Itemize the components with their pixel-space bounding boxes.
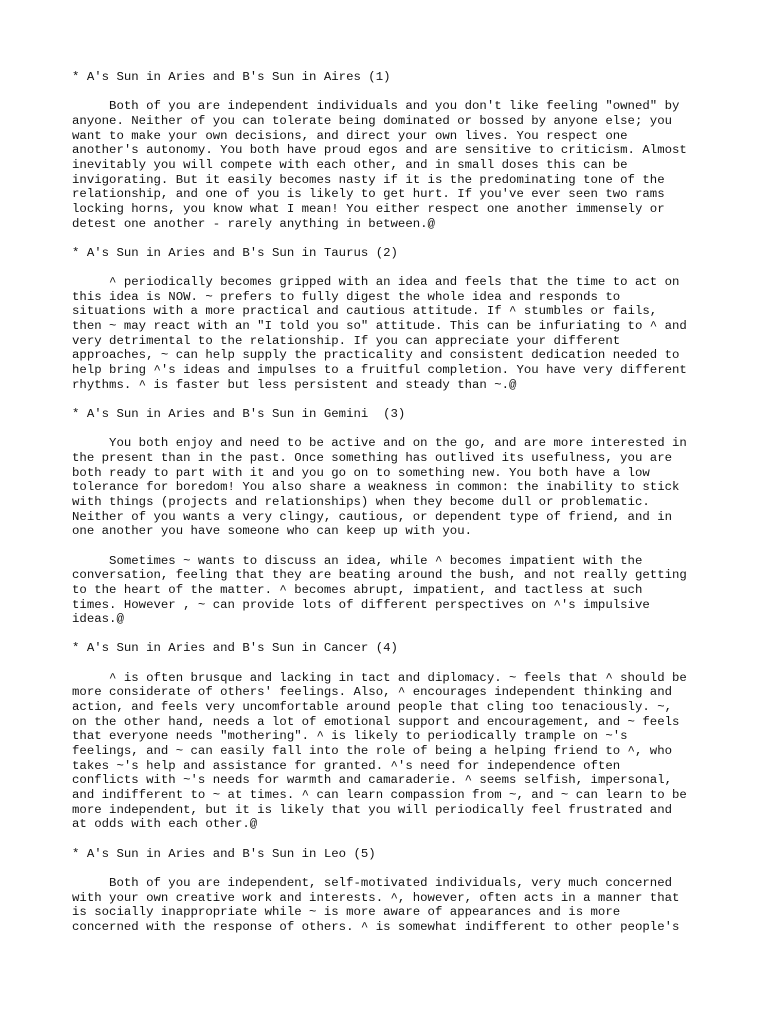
section-paragraph: Sometimes ~ wants to discuss an idea, while ^ becomes impatient with the conversation, feeling that they are beating around the bush, and not really getting to the heart of the matter. ^ becomes abrupt, impatient, and tactless at such times. However , ~ can provide lots of different perspectives on ^'s impulsive ideas.@: [72, 553, 687, 627]
document-section: [72, 847, 702, 935]
section-heading: * A's Sun in Aries and B's Sun in Leo (5): [72, 846, 376, 861]
section-heading: * A's Sun in Aries and B's Sun in Cancer (4): [72, 641, 398, 656]
section-paragraph: Both of you are independent, self-motivated individuals, very much concerned with your own creative work and interests. ^, however, often acts in a manner that is socially inappropriate while ~ is more aware of appearances and is more concerned with the response of others. ^ is somewhat indifferent to other people's: [72, 875, 680, 934]
section-paragraph: You both enjoy and need to be active and on the go, and are more interested in the present than in the past. Once something has outlived its usefulness, you are both ready to part with it and you go on to something new. You both have a low tolerance for boredom! You also share a weakness in common: the inability to stick with things (projects and relationships) when they become dull or problematic. Neither of you wants a very clingy, cautious, or dependent type of friend, and in one another you have someone who can keep up with you.: [72, 436, 687, 539]
section-heading: * A's Sun in Aries and B's Sun in Aires (1): [72, 70, 391, 84]
document-body: [72, 70, 702, 949]
document-section: [72, 70, 702, 231]
section-paragraph: ^ is often brusque and lacking in tact and diplomacy. ~ feels that ^ should be more considerate of others' feelings. Also, ^ encourages independent thinking and action, and feels very uncomfortable around people that cling too tenaciously. ~, on the other hand, needs a lot of emotional support and encouragement, and ~ feels that everyone needs "mothering". ^ is likely to periodically trample on ~'s feelings, and ~ can easily fall into the role of being a helping friend to ^, who takes ~'s help and assistance for granted. ^'s need for independence often conflicts with ~'s needs for warmth and camaraderie. ^ seems selfish, impersonal, and indifferent to ~ at times. ^ can learn compassion from ~, and ~ can learn to be more independent, but it is likely that you will periodically feel frustrated and at odds with each other.@: [72, 670, 687, 832]
document-section: [72, 246, 702, 393]
section-paragraph: ^ periodically becomes gripped with an idea and feels that the time to act on this idea is NOW. ~ prefers to fully digest the whole idea and responds to situations with a more practical and cautious attitude. If ^ stumbles or fails, then ~ may react with an "I told you so" attitude. This can be infuriating to ^ and very detrimental to the relationship. If you can appreciate your different approaches, ~ can help supply the practicality and consistent dedication needed to help bring ^'s ideas and impulses to a fruitful completion. You have very different rhythms. ^ is faster but less persistent and steady than ~.@: [72, 275, 687, 392]
section-heading: * A's Sun in Aries and B's Sun in Gemini (3): [72, 407, 406, 422]
section-paragraph: Both of you are independent individuals and you don't like feeling "owned" by anyone. Neither of you can tolerate being dominated or bossed by anyone else; you want to make your own decisions, and direct your own lives. You respect one another's autonomy. You both have proud egos and are sensitive to criticism. Almost inevitably you will compete with each other, and in small doses this can be invigorating. But it easily becomes nasty if it is the predominating tone of the relationship, and one of you is likely to get hurt. If you've ever seen two rams locking horns, you know what I mean! You either respect one another immensely or detest one another - rarely anything in between.@: [72, 99, 687, 231]
section-heading: * A's Sun in Aries and B's Sun in Taurus (2): [72, 245, 398, 260]
document-section: [72, 407, 702, 627]
document-section: [72, 641, 702, 832]
